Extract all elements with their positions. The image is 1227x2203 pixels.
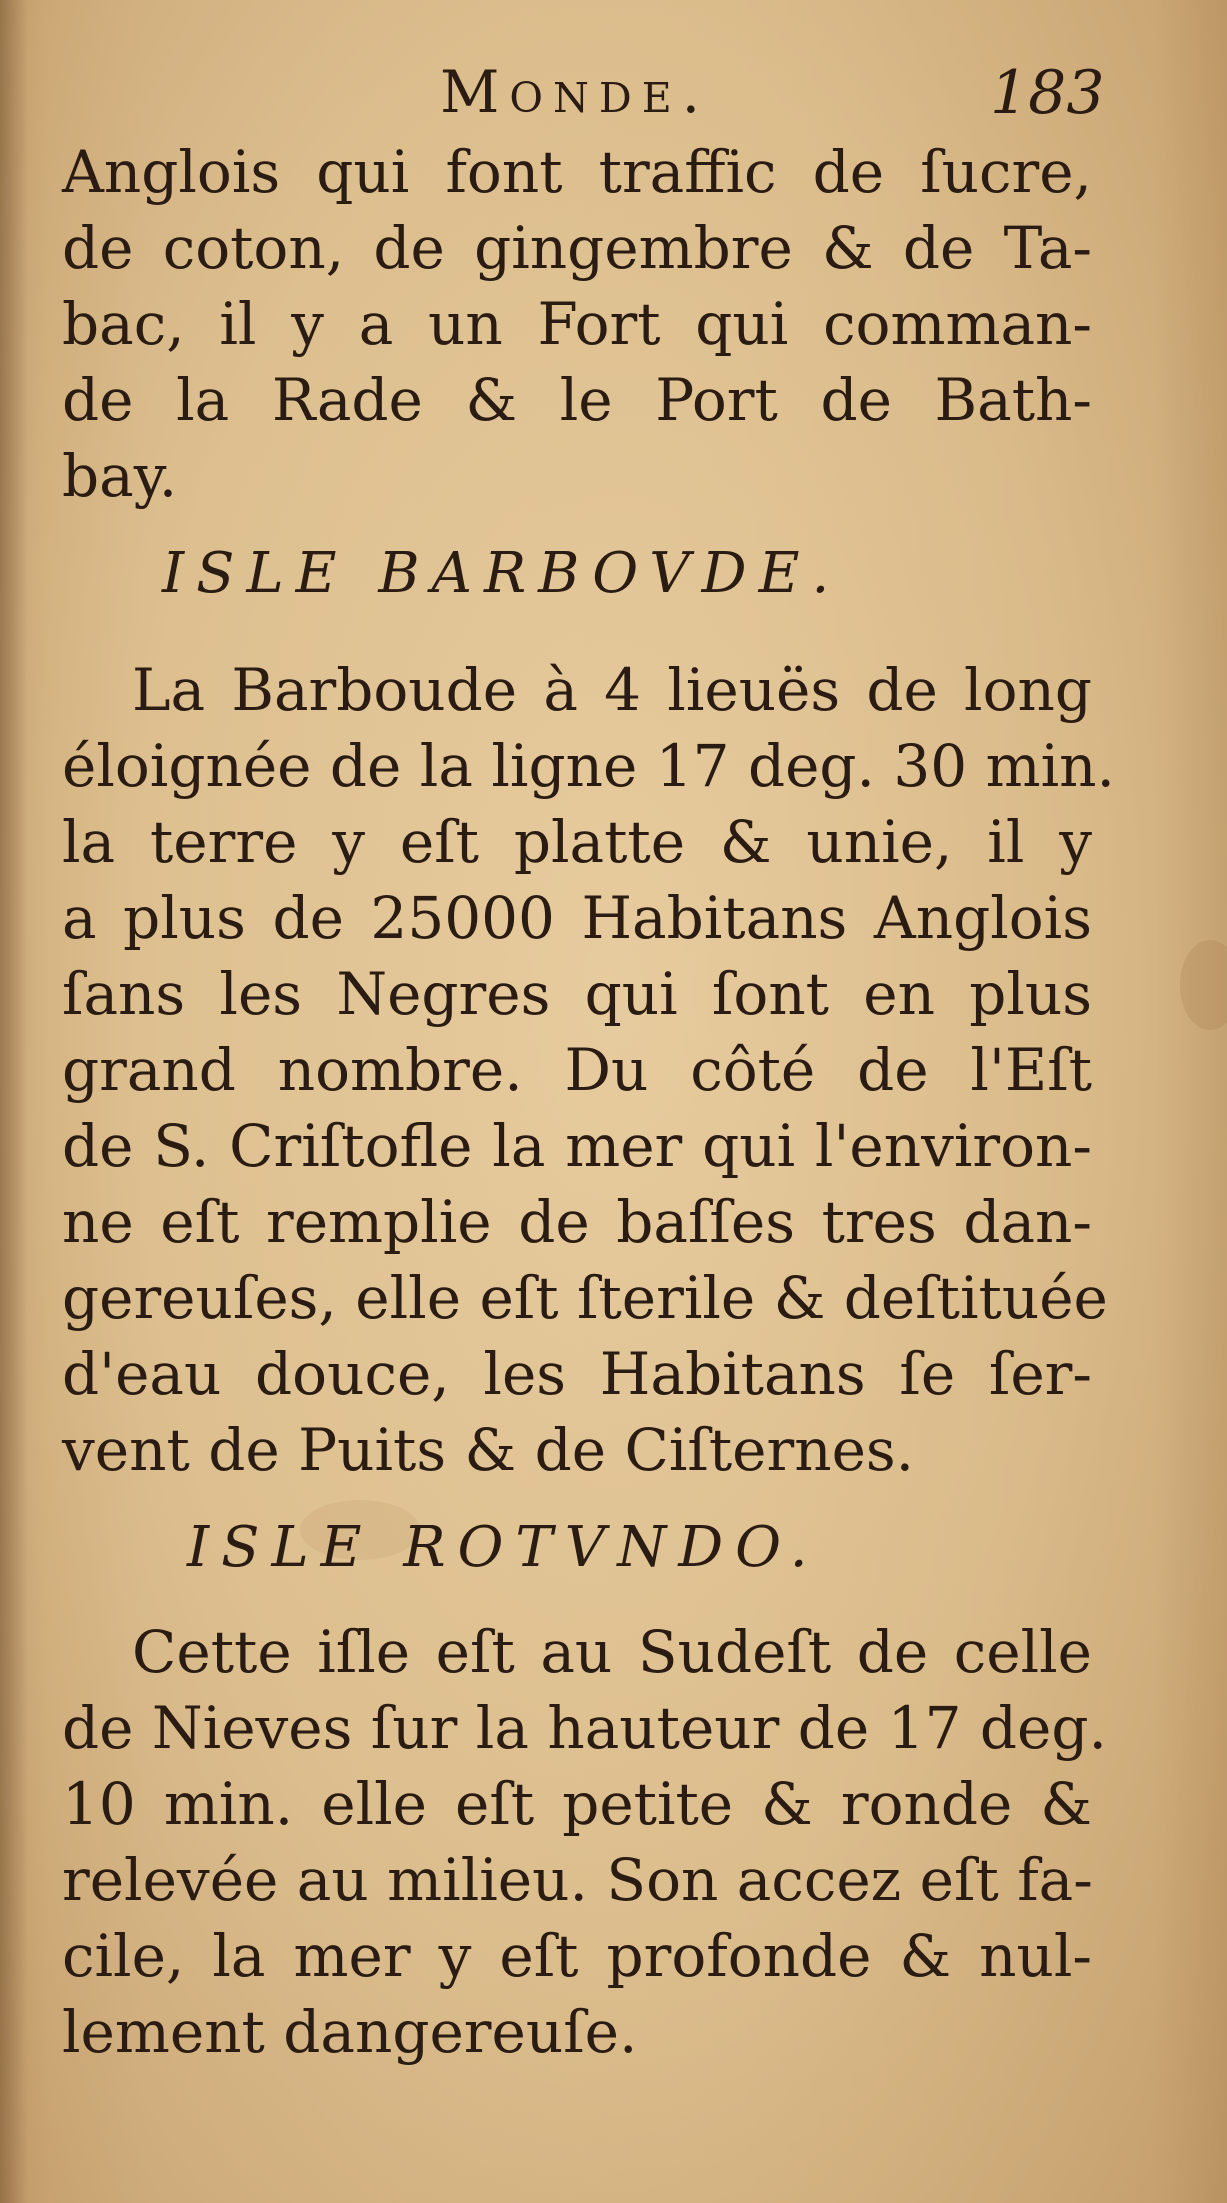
text-line: de S. Criſtofle la mer qui l'environ-	[62, 1112, 1092, 1180]
text-line: vent de Puits & de Ciſternes.	[62, 1416, 915, 1484]
text-line: relevée au milieu. Son accez eſt fa-	[62, 1846, 1093, 1914]
text-line: lement dangereuſe.	[62, 1998, 638, 2066]
text-line: d'eau douce, les Habitans ſe ſer-	[62, 1340, 1092, 1408]
text-line: a plus de 25000 Habitans Anglois	[62, 884, 1092, 952]
text-line: ſans les Negres qui ſont en plus	[62, 960, 1092, 1028]
running-title: Monde.	[440, 58, 711, 126]
rotundo-paragraph	[62, 1614, 1107, 2070]
text-line: la terre y eſt platte & unie, il y	[62, 808, 1092, 876]
page-body	[62, 134, 1115, 2070]
text-line: cile, la mer y eſt profonde & nul-	[62, 1922, 1092, 1990]
paper-stain	[1180, 940, 1227, 1030]
text-line: ne eſt remplie de baſſes tres dan-	[62, 1188, 1092, 1256]
text-line: de coton, de gingembre & de Ta-	[62, 214, 1092, 282]
barboude-paragraph	[62, 652, 1115, 1488]
text-line: bay.	[62, 442, 178, 510]
text-line: 10 min. elle eſt petite & ronde &	[62, 1770, 1092, 1838]
section-heading-rotundo: ISLE ROTVNDO.	[187, 1515, 820, 1580]
page-gutter-shadow	[0, 0, 28, 2203]
page-number: 183	[990, 58, 1105, 128]
text-line: Anglois qui font traffic de ſucre,	[62, 138, 1092, 206]
text-line: gereuſes, elle eſt ſterile & deſtituée	[62, 1264, 1108, 1332]
text-line: La Barboude à 4 lieuës de long	[132, 656, 1092, 724]
text-line: bac, il y a un Fort qui comman-	[62, 290, 1092, 358]
text-line: éloignée de la ligne 17 deg. 30 min.	[62, 732, 1115, 800]
text-line: grand nombre. Du côté de l'Eſt	[62, 1036, 1092, 1104]
intro-paragraph	[62, 134, 1092, 514]
section-heading-barboude: ISLE BARBOVDE.	[162, 541, 842, 606]
page-header	[0, 58, 1227, 138]
text-line: Cette iſle eſt au Sudeſt de celle	[132, 1618, 1092, 1686]
text-line: de Nieves ſur la hauteur de 17 deg.	[62, 1694, 1107, 1762]
text-line: de la Rade & le Port de Bath-	[62, 366, 1092, 434]
